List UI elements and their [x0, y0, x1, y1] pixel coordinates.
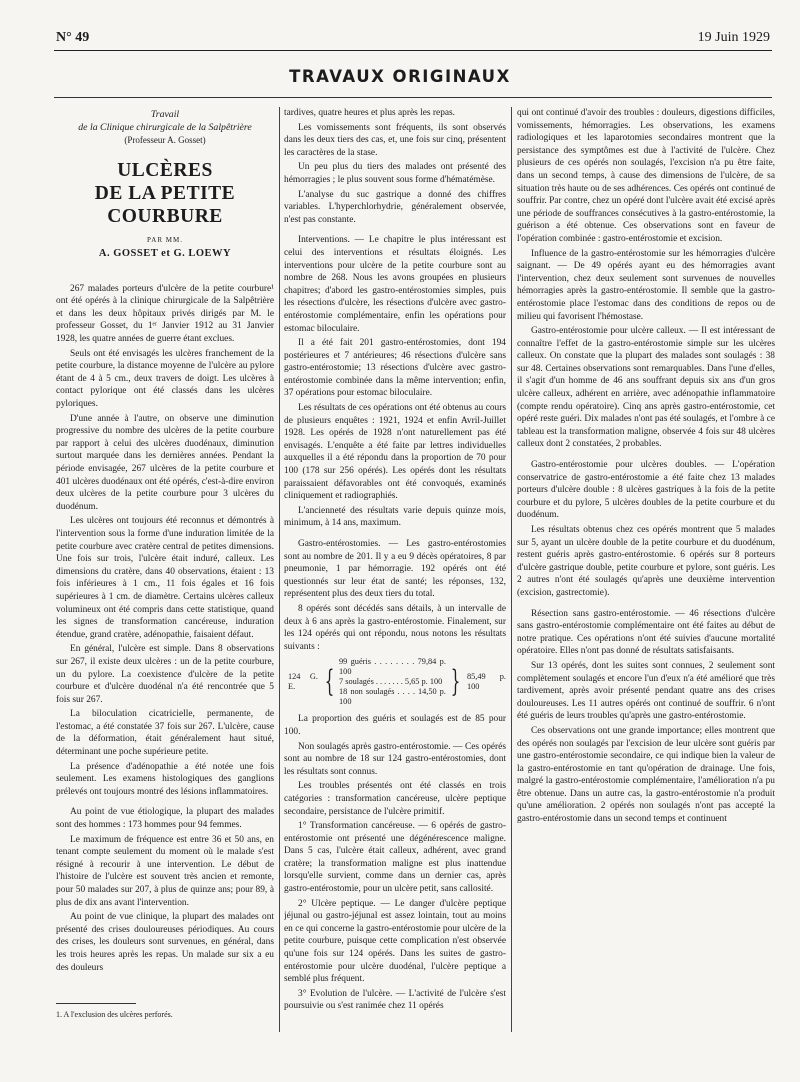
column-divider: [511, 107, 512, 1032]
paragraph: Non soulagés après gastro-entérostomie. — Ces opérés sont au nombre de 18 sur 124 gastro-entérostomies, dont les résultats sont connus.: [284, 741, 506, 777]
results-table: [288, 657, 506, 707]
paragraph: Seuls ont été envisagés les ulcères franchement de la petite courbure, la distance moyenne de l'ulcère au pylore étant de 4 à 5 cm., deux travers de doigt. Les ulcères à contact pylorique ont été classés dans les ulcères pyloriques.: [56, 348, 274, 410]
paragraph: Les troubles présentés ont été classés en trois catégories : transformation cancéreuse, ulcère peptique secondaire, persistance de l'ulcère primitif.: [284, 781, 506, 817]
title-line: DE LA PETITE COURBURE: [94, 182, 236, 227]
results-label: 124 G. E.: [288, 672, 318, 692]
paragraph: L'analyse du suc gastrique a donné des chiffres variables. L'hyperchlorhydrie, généralement observée, n'est pas constante.: [284, 189, 506, 225]
paragraph: D'une année à l'autre, on observe une diminution progressive du nombre des ulcères de la petite courbure par rapport à celui des ulcères duodénaux, diminution surtout marquée dans les dernières années. Pendant la période envisagée, 267 ulcères de la petite courbure et 401 ulcères duodénaux ont été opérés, c'est-à-dire environ deux ulcères de la petite courbure pour 3 ulcères du duodénum.: [56, 413, 274, 512]
column-3: [517, 107, 775, 1067]
source-line: (Professeur A. Gosset): [124, 135, 206, 145]
paragraph: Le maximum de fréquence est entre 36 et 50 ans, en tenant compte seulement du moment où le malade s'est résigné à recourir à une intervention. Le début de l'histoire de l'ulcère est souvent très ancien et remonte, pour 50 malades sur 207, à plus de quinze ans; pour 89, à plus de dix ans avant l'intervention.: [56, 834, 274, 908]
footnote-rule: [56, 1003, 136, 1004]
paragraph: 8 opérés sont décédés sans détails, à un intervalle de deux à 6 ans après la gastro-entérostomie. Finalement, sur les 124 opérés qui ont répondu, nous notons les résultats suivants :: [284, 603, 506, 652]
byline-prefix: PAR MM.: [147, 235, 183, 244]
paragraph: Influence de la gastro-entérostomie sur les hémorragies d'ulcère saignant. — De 49 opérés ayant eu des hémorragies avant l'intervention, chez deux seulement sont survenues de nouvelles hémorragies après la gastro-entérostomie. Il semble que la gastro-entérostomie place l'estomac dans des conditions de repos ou de milieu qui favorisent l'hémostase.: [517, 248, 775, 322]
paragraph: La biloculation cicatricielle, permanente, de l'estomac, a été constatée 37 fois sur 267. L'ulcère, cause de la déformation, était généralement haut situé, déterminant une poche supérieure petite.: [56, 709, 274, 758]
source-line: Travail: [150, 109, 180, 120]
left-brace: {: [324, 664, 335, 700]
paragraph: Résection sans gastro-entérostomie. — 46 résections d'ulcère sans gastro-entérostomie complémentaire ont été faites au début de notre pratique. Ces opérations n'ont été suivies d'aucune mortalité opératoire. Elles n'ont pas donné de résultats satisfaisants.: [517, 608, 775, 657]
results-total: 85,49 p. 100: [466, 672, 506, 692]
paragraph: 267 malades porteurs d'ulcère de la petite courbure¹ ont été opérés à la clinique chirurgicale de la Salpêtrière et dans les deux hôpitaux privés dirigés par M. le professeur Gosset, du 1ᵉʳ Janvier 1912 au 31 Janvier 1928, les quatre années de guerre étant exclues.: [56, 283, 274, 345]
paragraph: Interventions. — Le chapitre le plus intéressant est celui des interventions et résultats éloignés. Les interventions pour ulcère de la petite courbure sont au nombre de 268. Nous les avons groupées en plusieurs chapitres; d'abord les gastro-entérostomies simples, puis les résections d'ulcère, les résections d'ulcère avec gastro-entérostomie complémentaire, enfin les opérations pour estomac biloculaire.: [284, 235, 506, 334]
paragraph: qui ont continué d'avoir des troubles : douleurs, digestions difficiles, vomissements, hémorragies. Les observations, les examens radiologiques et les laparotomies secondaires montrent que la persistance des symptômes est due à l'activité de l'ulcère. Chez plusieurs de ces opérés non soulagés, l'excision n'a pu être faite, dans un second temps, à cause des dimensions de l'ulcère, de sa situation très haute ou de ses adhérences. Ces opérés ont continué de souffrir. Par contre, chez un opéré dont l'ulcère avait été excisé après une période de souffrances consécutives à la gastro-entérostomie, la guérison a été obtenue. Ces observations sont en faveur de l'opération combinée : gastro-entérostomie et excision.: [517, 108, 775, 244]
column-2: [284, 107, 506, 1067]
paragraph: Au point de vue étiologique, la plupart des malades sont des hommes : 173 hommes pour 94 femmes.: [56, 807, 274, 831]
results-rows: [339, 657, 446, 707]
paragraph: tardives, quatre heures et plus après les repas.: [284, 108, 456, 118]
paragraph: 1° Transformation cancéreuse. — 6 opérés de gastro-entérostomie ont présenté une dégénérescence maligne. Dans 5 cas, l'ulcère était calleux, adhérent, avec grand cratère; la transformation maligne est plus inattendue lorsqu'elle survient, comme dans un dernier cas, après gastro-entérostomie, pour un ulcère petit, sans callosité.: [284, 821, 506, 895]
paragraph: Il a été fait 201 gastro-entérostomies, dont 194 postérieures et 7 antérieures; 46 résections d'ulcère sans gastro-entérostomie; 13 résections d'ulcère avec gastro-entérostomie combinée dans la même intervention; enfin, 37 opérations pour estomac biloculaire.: [284, 338, 506, 399]
title-line: ULCÈRES: [117, 159, 213, 181]
article-title: [56, 159, 274, 228]
footnote: 1. A l'exclusion des ulcères perforés.: [56, 1010, 173, 1019]
section-title: TRAVAUX ORIGINAUX: [289, 67, 511, 86]
column-1: [56, 107, 274, 1037]
paragraph: Les vomissements sont fréquents, ils sont observés dans les deux tiers des cas, et, une fois sur cinq, présentent les caractères de la stase.: [284, 122, 506, 158]
paragraph: Gastro-entérostomies. — Les gastro-entérostomies sont au nombre de 201. Il y a eu 9 décès opératoires, 8 par pneumonie, 1 par hémorragie. 192 opérés ont été questionnés sur leur état de santé; les réponses, 132, représentent plus des deux tiers du total.: [284, 539, 506, 600]
paragraph: En général, l'ulcère est simple. Dans 8 observations sur 267, il existe deux ulcères : un de la petite courbure, un du pylore. La coexistence d'ulcère de la petite courbure et d'ulcère duodénal n'a été rencontrée que 5 fois sur 267.: [56, 644, 274, 705]
paragraph: Les ulcères ont toujours été reconnus et démontrés à l'intervention sous la forme d'une induration limitée de la petite courbure avec cratère central de petites dimensions. Une fois sur trois, l'ulcère était induré, calleux. Les dimensions du cratère, dans 40 observations, étaient : 13 fois inférieures à 1 cm., 11 fois égales et 16 fois supérieures à 1 cm. de diamètre. Certains ulcères calleux volumineux ont été compris dans cette statistique, quand les signes de transformation cancéreuse, induration étendue, grand cratère, adénopathie, faisaient défaut.: [56, 516, 274, 640]
paragraph: Les résultats de ces opérations ont été obtenus au cours de plusieurs enquêtes : 1921, 1924 et enfin Avril-Juillet 1928. Les opérés de 1928 n'ont naturellement pas été envisagés. L'enquête a été faite par lettres individuelles auxquelles il a été répondu dans la proportion de 70 pour 100 (178 sur 256 opérés). Les opérés dont les résultats paraissaient défavorables ont été convoqués, examinés cliniquement et radiographiés.: [284, 403, 506, 502]
paragraph: Un peu plus du tiers des malades ont présenté des hémorragies ; le plus souvent sous forme d'hématémèse.: [284, 162, 506, 185]
paragraph: Gastro-entérostomie pour ulcères doubles. — L'opération conservatrice de gastro-entérostomie a été faite chez 13 malades porteurs d'ulcère double : 8 ulcères gastriques à la fois de la petite courbure et du pylore, 5 ulcères doubles de la petite courbure et du duodénum.: [517, 460, 775, 521]
paragraph: La présence d'adénopathie a été notée une fois seulement. Les examens histologiques des ganglions prélevés ont toujours montré des lésions inflammatoires.: [56, 761, 274, 797]
paragraph: Ces observations ont une grande importance; elles montrent que des opérés non soulagés par l'excision de leur ulcère sont guéris par une gastro-entérostomie secondaire, ce qui indique bien la valeur de la gastro-entérostomie en tant qu'opération de drainage. Une fois, malgré la gastro-entérostomie complémentaire, l'amélioration n'a pu être obtenue. Dans un autre cas, la gastro-entérostomie n'a produit qu'une amélioration. 2 opérés non soulagés n'ont pas accepté la gastro-entérostomie dans un second temps et continuent: [517, 725, 775, 825]
results-row: 99 guéris . . . . . . . . 79,84 p. 100: [339, 657, 446, 677]
paragraph: 2° Ulcère peptique. — Le danger d'ulcère peptique jéjunal ou gastro-jéjunal est assez lointain, tout au moins en ce qui concerne la gastro-entérostomie pour ulcère de la petite courbure, puisque cette complication n'est observée qu'une fois sur 124 opérés. Dans les suites de gastro-entérostomie pour ulcère duodénal, l'ulcère peptique a semblé plus fréquent.: [284, 898, 506, 985]
issue-number: N° 49: [56, 30, 90, 45]
paragraph: Les résultats obtenus chez ces opérés montrent que 5 malades sur 5, ayant un ulcère double de la petite courbure et du duodénum, restent guéris après gastro-entérostomie. 6 opérés sur 8 porteurs d'ulcère gastrique double, petite courbure et pylore, sont guéris. Les 2 autres n'ont été soulagés qu'après une deuxième intervention (excision, gastrectomie).: [517, 525, 775, 598]
paragraph: Sur 13 opérés, dont les suites sont connues, 2 seulement sont complètement soulagés et encore l'un d'eux n'a été amélioré que très tardivement, après avoir présenté pendant quatre ans des crises douloureuses. Les 11 autres opérés ont continué de souffrir. 6 n'ont été guéris de leurs troubles qu'après une gastro-entérostomie.: [517, 660, 775, 722]
article-authors: A. GOSSET et G. LOEWY: [98, 248, 232, 260]
paragraph: Au point de vue clinique, la plupart des malades ont présenté des crises douloureuses périodiques. Au cours des crises, les douleurs sont survenues, en général, dans les trois heures après les repas. Un malade sur six a eu des douleurs: [56, 912, 274, 973]
paragraph: 3° Evolution de l'ulcère. — L'activité de l'ulcère s'est poursuivie ou s'est ranimée chez 11 opérés: [284, 988, 506, 1012]
section-rule: [54, 97, 772, 98]
results-row: 7 soulagés . . . . . . . 5,65 p. 100: [339, 677, 443, 687]
paragraph: Gastro-entérostomie pour ulcère calleux. — Il est intéressant de connaître l'effet de la gastro-entérostomie simple sur les ulcères calleux. On constate que la plupart des malades sont soulagés : 38 sur 48. Certaines observations sont remarquables. Dans l'une d'elles, il s'agit d'un homme de 46 ans souffrant depuis six ans d'un gros ulcère calleux, adhérent en arrière, avec adénopathie inflammatoire (compte rendu opératoire). Cinq ans après gastro-entérostomie, cet opéré reste guéri. Dix malades n'ont pas été soulagés, et l'ombre à ce tableau est la transformation maligne, observée 4 fois sur 48 ulcères calleux dont 2 constatées, 2 probables.: [517, 326, 775, 450]
paragraph: L'ancienneté des résultats varie depuis quinze mois, minimum, à 14 ans, maximum.: [284, 505, 506, 529]
issue-date: 19 Juin 1929: [697, 30, 770, 45]
article-source: [56, 109, 274, 147]
source-line: de la Clinique chirurgicale de la Salpêtrière: [78, 121, 252, 133]
header-rule: [54, 50, 772, 51]
column-divider: [279, 107, 280, 1032]
right-brace: }: [450, 664, 461, 700]
paragraph: La proportion des guéris et soulagés est de 85 pour 100.: [284, 714, 506, 737]
results-row: 18 non soulagés . . . . 14,50 p. 100: [339, 687, 446, 707]
